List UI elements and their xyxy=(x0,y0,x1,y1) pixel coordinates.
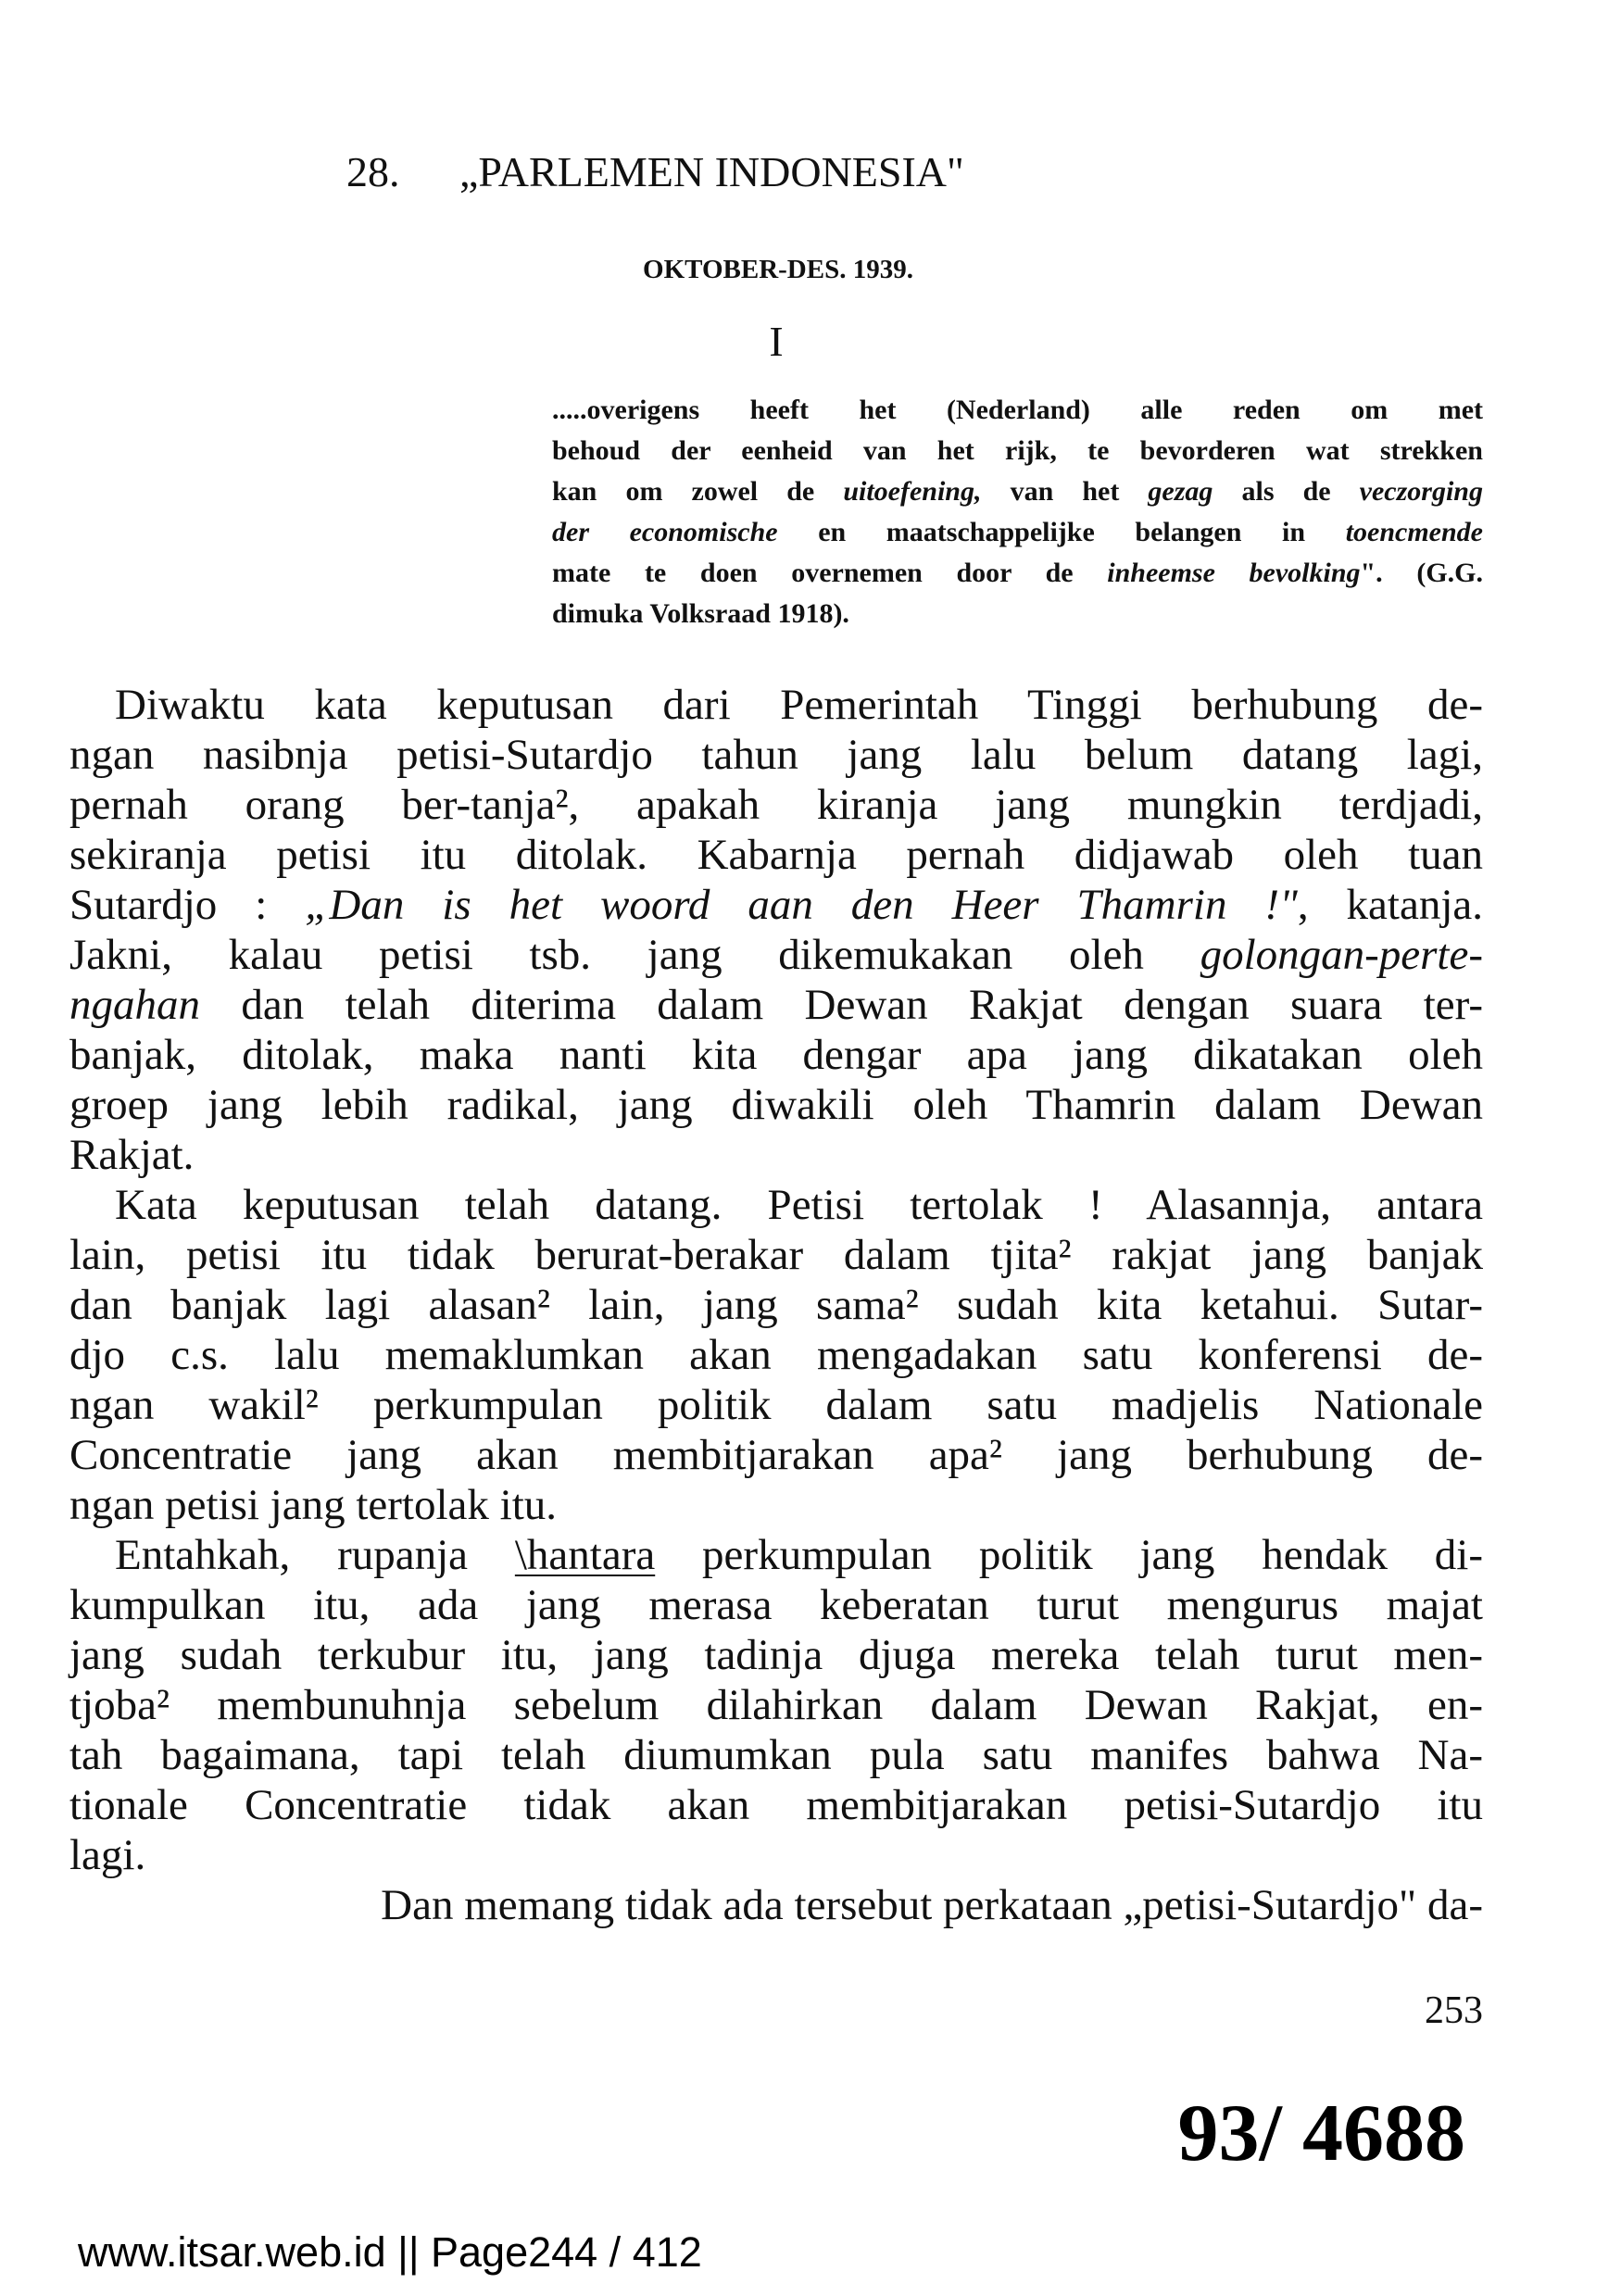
quote-line xyxy=(552,512,1483,553)
text-segment: als de xyxy=(1213,476,1360,507)
underlined-text: \hantara xyxy=(514,1531,656,1579)
italic-text: inheemse bevolking xyxy=(1107,558,1361,588)
body-line xyxy=(69,980,1483,1030)
section-numeral: I xyxy=(769,318,784,365)
body-line: ngan petisi jang tertolak itu. xyxy=(69,1481,558,1529)
paragraph xyxy=(69,1180,1483,1530)
body-line: ngan wakil² perkumpulan politik dalam satu madjelis Nationale xyxy=(69,1381,1483,1429)
text-segment: en maatschappelijke belangen in xyxy=(777,517,1346,547)
body-line: kumpulkan itu, ada jang merasa keberatan turut mengurus majat xyxy=(69,1581,1483,1629)
italic-text: „Dan is het woord aan den Heer Thamrin !" xyxy=(305,881,1298,929)
chapter-number: 28. xyxy=(346,148,400,195)
body-line: lagi. xyxy=(69,1831,146,1879)
body-line: tah bagaimana, tapi telah diumumkan pula satu manifes bahwa Na- xyxy=(69,1731,1483,1779)
body-line xyxy=(69,880,1483,930)
date-range: OKTOBER-DES. 1939. xyxy=(643,255,913,284)
body-line xyxy=(69,930,1483,980)
body-line: pernah orang ber-tanja², apakah kiranja jang mungkin terdjadi, xyxy=(69,781,1483,829)
body-line: Kata keputusan telah datang. Petisi tertolak ! Alasannja, antara xyxy=(115,1181,1483,1229)
quote-line: behoud der eenheid van het rijk, te bevorderen wat strekken xyxy=(552,435,1483,466)
text-segment: dan telah diterima dalam Dewan Rakjat dengan suara ter- xyxy=(200,981,1483,1029)
paragraph xyxy=(69,1530,1483,1880)
body-line: banjak, ditolak, maka nanti kita dengar apa jang dikatakan oleh xyxy=(69,1031,1483,1079)
paragraph xyxy=(69,680,1483,1180)
text-segment: ". (G.G. xyxy=(1360,558,1483,588)
body-line: lain, petisi itu tidak berurat-berakar dalam tjita² rakjat jang banjak xyxy=(69,1231,1483,1279)
text-segment: Entahkah, rupanja xyxy=(115,1531,515,1579)
body-line: Concentratie jang akan membitjarakan apa² jang berhubung de- xyxy=(69,1431,1483,1479)
body-line: tionale Concentratie tidak akan membitjarakan petisi-Sutardjo itu xyxy=(69,1781,1483,1829)
body-line: Rakjat. xyxy=(69,1131,195,1179)
quote-line: .....overigens heeft het (Nederland) alle reden om met xyxy=(552,395,1483,425)
text-segment: Sutardjo : xyxy=(69,881,306,929)
body-line xyxy=(69,1530,1483,1580)
document-stamp-number: 93/ 4688 xyxy=(1177,2089,1465,2178)
body-line: jang sudah terkubur itu, jang tadinja djuga mereka telah turut men- xyxy=(69,1631,1483,1679)
italic-text: golongan-perte- xyxy=(1200,931,1483,979)
text-segment: mate te doen overnemen door de xyxy=(552,558,1108,588)
italic-text: ngahan xyxy=(69,981,200,1029)
paragraph xyxy=(69,1880,1483,1930)
body-line: sekiranja petisi itu ditolak. Kabarnja pernah didjawab oleh tuan xyxy=(69,831,1483,879)
quote-line xyxy=(552,471,1483,512)
text-segment: Jakni, kalau petisi tsb. jang dikemukakan oleh xyxy=(69,931,1200,979)
body-line: Diwaktu kata keputusan dari Pemerintah Tinggi berhubung de- xyxy=(115,681,1483,729)
body-line: djo c.s. lalu memaklumkan akan mengadakan satu konferensi de- xyxy=(69,1331,1483,1379)
italic-text: toencmende xyxy=(1345,517,1483,547)
footer-source: www.itsar.web.id || Page244 / 412 xyxy=(78,2228,702,2276)
epigraph-quote xyxy=(552,390,1483,634)
body-line: Dan memang tidak ada tersebut perkataan „petisi-Sutardjo" da- xyxy=(381,1881,1483,1929)
italic-text: veczorging xyxy=(1359,476,1483,507)
text-segment: , katanja. xyxy=(1297,881,1483,929)
body-line: dan banjak lagi alasan² lain, jang sama² sudah kita ketahui. Sutar- xyxy=(69,1281,1483,1329)
text-segment: kan om zowel de xyxy=(552,476,844,507)
quote-line xyxy=(552,553,1483,594)
body-line: groep jang lebih radikal, jang diwakili oleh Thamrin dalam Dewan xyxy=(69,1081,1483,1129)
italic-text: uitoefening, xyxy=(843,476,982,507)
page-number: 253 xyxy=(1425,1989,1483,2032)
italic-text: der economische xyxy=(552,517,778,547)
text-segment: van het xyxy=(981,476,1149,507)
body-line: tjoba² membunuhnja sebelum dilahirkan dalam Dewan Rakjat, en- xyxy=(69,1681,1483,1729)
body-text xyxy=(69,680,1483,1930)
text-segment: perkumpulan politik jang hendak di- xyxy=(655,1531,1483,1579)
italic-text: gezag xyxy=(1148,476,1213,507)
chapter-title: „PARLEMEN INDONESIA" xyxy=(459,148,964,195)
quote-line: dimuka Volksraad 1918). xyxy=(552,598,849,629)
body-line: ngan nasibnja petisi-Sutardjo tahun jang lalu belum datang lagi, xyxy=(69,731,1483,779)
